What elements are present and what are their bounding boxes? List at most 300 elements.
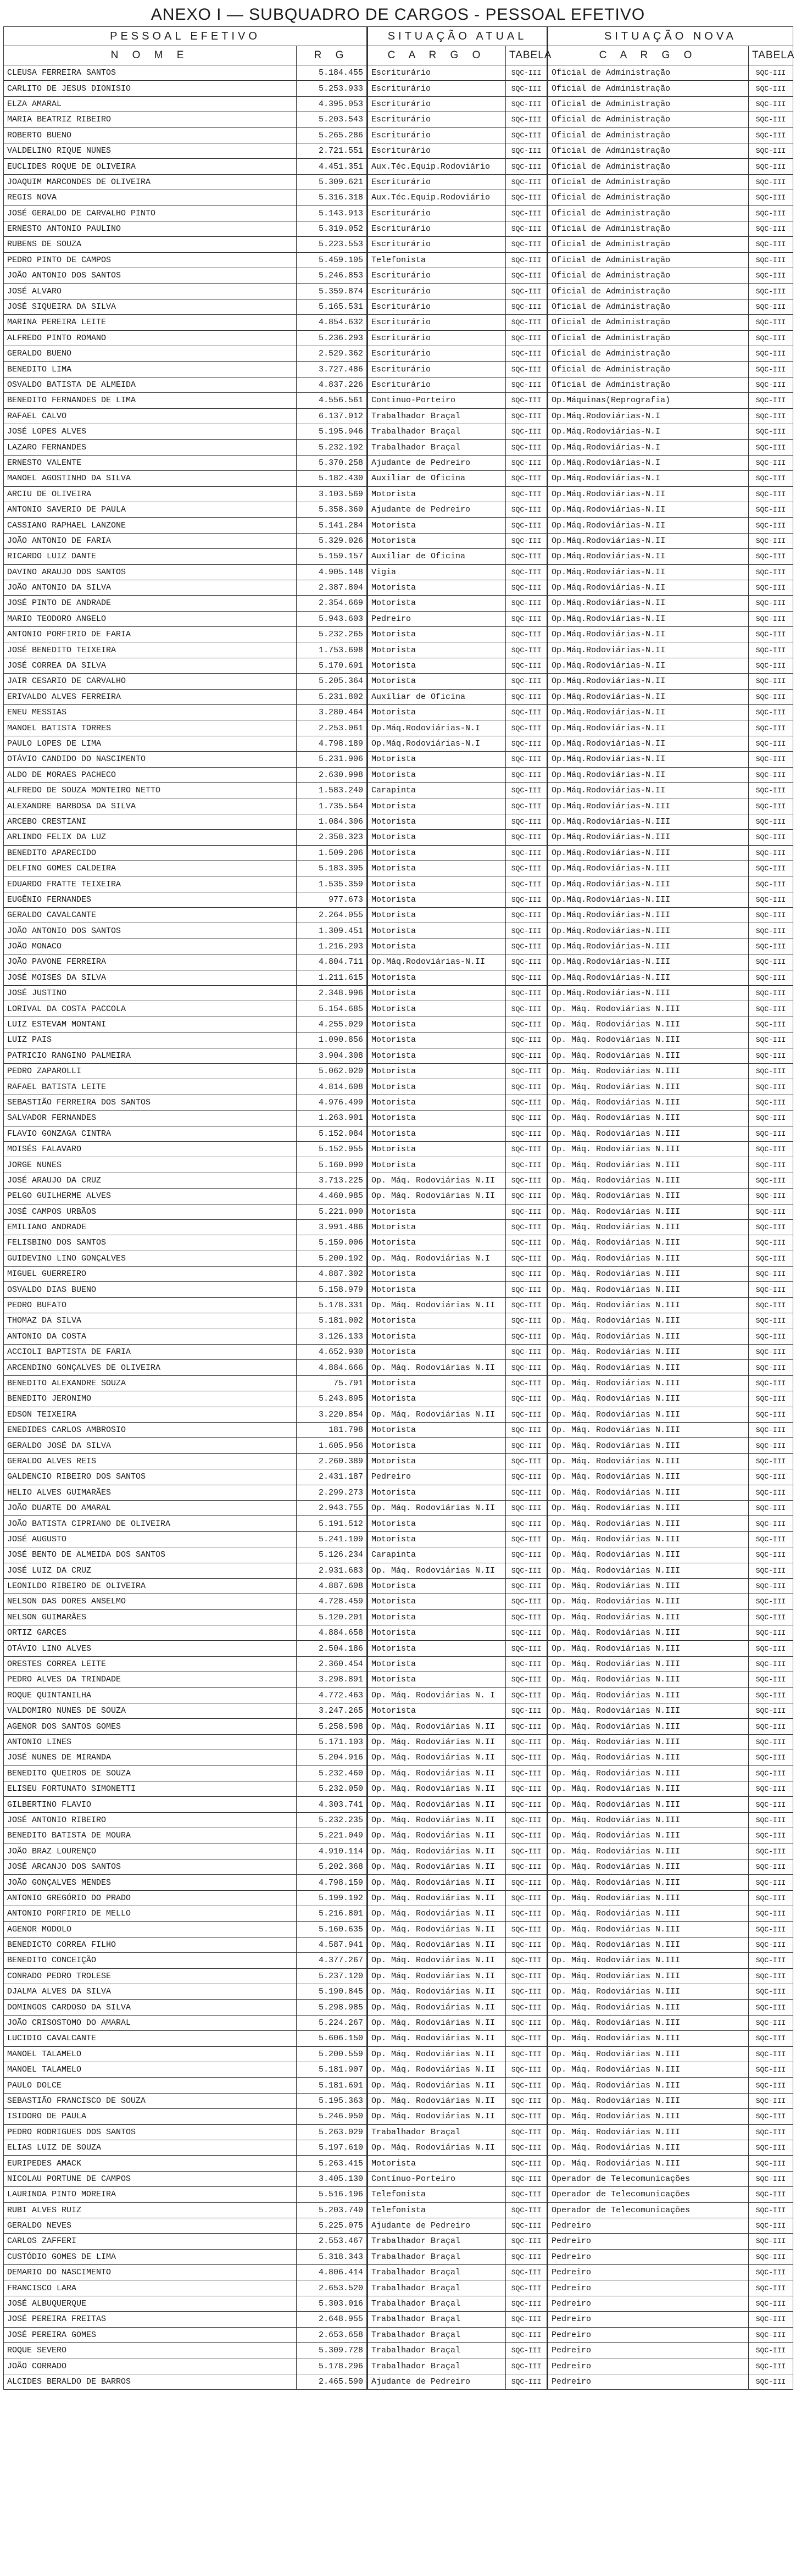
cell-tabela-nova: SQC-III	[749, 2312, 793, 2327]
cell-nome: REGIS NOVA	[4, 190, 297, 206]
cell-rg: 5.258.598	[297, 1719, 368, 1734]
table-row	[4, 689, 793, 704]
cell-tabela-atual: SQC-III	[506, 1095, 548, 1110]
table-row	[4, 1375, 793, 1391]
cell-cargo-atual: Motorista	[368, 814, 506, 829]
cell-tabela-nova: SQC-III	[749, 2093, 793, 2108]
cell-tabela-atual: SQC-III	[506, 237, 548, 252]
table-row	[4, 1578, 793, 1594]
cell-cargo-atual: Motorista	[368, 767, 506, 782]
table-row	[4, 1313, 793, 1329]
cell-tabela-nova: SQC-III	[749, 627, 793, 642]
table-row	[4, 2156, 793, 2171]
cell-rg: 4.772.463	[297, 1687, 368, 1703]
cell-tabela-nova: SQC-III	[749, 1251, 793, 1266]
cell-rg: 5.216.801	[297, 1906, 368, 1922]
cell-cargo-nova: Op. Máq. Rodoviárias N.III	[548, 1375, 749, 1391]
table-row	[4, 2327, 793, 2342]
cell-tabela-atual: SQC-III	[506, 1500, 548, 1515]
cell-nome: BENEDITO CONCEIÇÃO	[4, 1953, 297, 1968]
cell-rg: 2.931.683	[297, 1563, 368, 1578]
cell-rg: 5.158.979	[297, 1282, 368, 1297]
table-row	[4, 1345, 793, 1360]
cell-rg: 4.887.302	[297, 1267, 368, 1282]
cell-rg: 2.529.362	[297, 346, 368, 362]
cell-tabela-nova: SQC-III	[749, 2156, 793, 2171]
cell-cargo-nova: Op. Máq. Rodoviárias N.III	[548, 2046, 749, 2062]
cell-cargo-atual: Escriturário	[368, 174, 506, 190]
cell-tabela-atual: SQC-III	[506, 1906, 548, 1922]
table-row	[4, 174, 793, 190]
cell-cargo-nova: Op.Máquinas(Reprografia)	[548, 393, 749, 408]
cell-cargo-nova: Op.Máq.Rodoviárias-N.II	[548, 564, 749, 580]
cell-rg: 5.191.512	[297, 1516, 368, 1531]
cell-tabela-atual: SQC-III	[506, 2046, 548, 2062]
cell-tabela-nova: SQC-III	[749, 1766, 793, 1781]
cell-rg: 5.203.543	[297, 112, 368, 127]
cell-nome: JOÃO MONACO	[4, 939, 297, 954]
cell-tabela-nova: SQC-III	[749, 2218, 793, 2233]
cell-cargo-atual: Motorista	[368, 518, 506, 533]
cell-tabela-nova: SQC-III	[749, 252, 793, 268]
cell-tabela-nova: SQC-III	[749, 923, 793, 939]
cell-tabela-atual: SQC-III	[506, 1360, 548, 1375]
table-row	[4, 424, 793, 439]
cell-cargo-atual: Carapinta	[368, 1547, 506, 1563]
cell-tabela-atual: SQC-III	[506, 1235, 548, 1251]
cell-rg: 5.154.685	[297, 1001, 368, 1017]
cell-tabela-nova: SQC-III	[749, 1547, 793, 1563]
table-row	[4, 2249, 793, 2264]
cell-cargo-atual: Escriturário	[368, 112, 506, 127]
cell-tabela-nova: SQC-III	[749, 471, 793, 486]
cell-rg: 5.141.284	[297, 518, 368, 533]
cell-cargo-nova: Op. Máq. Rodoviárias N.III	[548, 1485, 749, 1500]
cell-cargo-atual: Telefonista	[368, 2202, 506, 2218]
cell-cargo-atual: Op. Máq. Rodoviárias N.II	[368, 1734, 506, 1750]
cell-tabela-atual: SQC-III	[506, 424, 548, 439]
cell-tabela-atual: SQC-III	[506, 440, 548, 455]
cell-rg: 2.253.061	[297, 720, 368, 736]
cell-tabela-nova: SQC-III	[749, 440, 793, 455]
cell-cargo-nova: Op.Máq.Rodoviárias-N.II	[548, 689, 749, 704]
cell-tabela-nova: SQC-III	[749, 143, 793, 158]
table-row	[4, 2312, 793, 2327]
table-row	[4, 1235, 793, 1251]
table-row	[4, 206, 793, 221]
cell-tabela-nova: SQC-III	[749, 1032, 793, 1048]
cell-cargo-atual: Escriturário	[368, 377, 506, 392]
cell-tabela-atual: SQC-III	[506, 377, 548, 392]
cell-nome: THOMAZ DA SILVA	[4, 1313, 297, 1329]
cell-rg: 5.159.006	[297, 1235, 368, 1251]
table-row	[4, 1001, 793, 1017]
cell-rg: 977.673	[297, 892, 368, 907]
table-row	[4, 2124, 793, 2140]
cell-nome: JOSÉ LUIZ DA CRUZ	[4, 1563, 297, 1578]
cell-rg: 4.806.414	[297, 2265, 368, 2280]
table-row	[4, 2358, 793, 2374]
table-row	[4, 2234, 793, 2249]
cell-cargo-nova: Op. Máq. Rodoviárias N.III	[548, 2000, 749, 2015]
cell-nome: OSVALDO DIAS BUENO	[4, 1282, 297, 1297]
cell-tabela-atual: SQC-III	[506, 1516, 548, 1531]
cell-tabela-atual: SQC-III	[506, 564, 548, 580]
cell-cargo-atual: Motorista	[368, 970, 506, 985]
cell-nome: PATRICIO RANGINO PALMEIRA	[4, 1048, 297, 1063]
table-row	[4, 1189, 793, 1204]
table-row	[4, 2109, 793, 2124]
cell-tabela-nova: SQC-III	[749, 1672, 793, 1687]
table-row	[4, 393, 793, 408]
cell-nome: OTÁVIO LINO ALVES	[4, 1641, 297, 1656]
cell-rg: 3.713.225	[297, 1173, 368, 1188]
cell-nome: JOSÉ CORREA DA SILVA	[4, 658, 297, 673]
cell-rg: 1.753.698	[297, 642, 368, 658]
cell-nome: JOÃO CRISOSTOMO DO AMARAL	[4, 2015, 297, 2030]
cell-tabela-atual: SQC-III	[506, 2171, 548, 2186]
cell-rg: 5.265.286	[297, 127, 368, 143]
cell-nome: ARCEBO CRESTIANI	[4, 814, 297, 829]
table-row	[4, 705, 793, 720]
cell-tabela-atual: SQC-III	[506, 2358, 548, 2374]
cell-tabela-atual: SQC-III	[506, 2249, 548, 2264]
cell-nome: JOSÉ LOPES ALVES	[4, 424, 297, 439]
cell-cargo-atual: Trabalhador Braçal	[368, 2327, 506, 2342]
cell-cargo-nova: Oficial de Administração	[548, 221, 749, 236]
cell-tabela-nova: SQC-III	[749, 549, 793, 564]
cell-cargo-nova: Op.Máq.Rodoviárias-N.II	[548, 767, 749, 782]
cell-nome: JOSÉ GERALDO DE CARVALHO PINTO	[4, 206, 297, 221]
cell-nome: LAURINDA PINTO MOREIRA	[4, 2187, 297, 2202]
cell-cargo-atual: Motorista	[368, 860, 506, 876]
cell-tabela-nova: SQC-III	[749, 1750, 793, 1766]
cell-nome: PEDRO PINTO DE CAMPOS	[4, 252, 297, 268]
cell-cargo-atual: Escriturário	[368, 143, 506, 158]
cell-tabela-atual: SQC-III	[506, 580, 548, 595]
table-row	[4, 471, 793, 486]
cell-tabela-nova: SQC-III	[749, 112, 793, 127]
cell-cargo-nova: Oficial de Administração	[548, 315, 749, 330]
cell-nome: BENEDITO QUEIROS DE SOUZA	[4, 1766, 297, 1781]
cell-rg: 3.904.308	[297, 1048, 368, 1063]
table-row	[4, 96, 793, 112]
cell-rg: 5.062.020	[297, 1064, 368, 1079]
cell-tabela-nova: SQC-III	[749, 1875, 793, 1890]
cell-tabela-atual: SQC-III	[506, 1297, 548, 1313]
cell-rg: 4.303.741	[297, 1797, 368, 1812]
cell-cargo-nova: Op. Máq. Rodoviárias N.III	[548, 2078, 749, 2093]
header-situacao-nova: SITUAÇÃO NOVA	[548, 27, 793, 46]
cell-rg: 3.103.569	[297, 486, 368, 502]
table-row	[4, 1547, 793, 1563]
cell-cargo-atual: Escriturário	[368, 330, 506, 346]
cell-cargo-atual: Op. Máq. Rodoviárias N.II	[368, 1360, 506, 1375]
table-row	[4, 190, 793, 206]
cell-tabela-atual: SQC-III	[506, 2280, 548, 2296]
cell-cargo-nova: Oficial de Administração	[548, 330, 749, 346]
cell-tabela-atual: SQC-III	[506, 1267, 548, 1282]
cell-tabela-atual: SQC-III	[506, 1734, 548, 1750]
cell-rg: 2.553.467	[297, 2234, 368, 2249]
cell-cargo-nova: Oficial de Administração	[548, 159, 749, 174]
cell-tabela-nova: SQC-III	[749, 1703, 793, 1719]
cell-nome: ALFREDO DE SOUZA MONTEIRO NETTO	[4, 782, 297, 798]
cell-tabela-atual: SQC-III	[506, 1422, 548, 1437]
cell-tabela-nova: SQC-III	[749, 1313, 793, 1329]
cell-cargo-nova: Oficial de Administração	[548, 377, 749, 392]
cell-tabela-atual: SQC-III	[506, 1329, 548, 1344]
cell-cargo-nova: Op.Máq.Rodoviárias-N.II	[548, 580, 749, 595]
cell-cargo-nova: Op. Máq. Rodoviárias N.III	[548, 1844, 749, 1859]
table-row	[4, 1329, 793, 1344]
cell-rg: 5.329.026	[297, 533, 368, 548]
cell-tabela-atual: SQC-III	[506, 2109, 548, 2124]
cell-nome: ANTONIO PORFIRIO DE FARIA	[4, 627, 297, 642]
cell-cargo-nova: Op. Máq. Rodoviárias N.III	[548, 1594, 749, 1609]
cell-tabela-atual: SQC-III	[506, 970, 548, 985]
cell-rg: 3.991.486	[297, 1219, 368, 1235]
cell-cargo-atual: Motorista	[368, 2156, 506, 2171]
cell-rg: 1.535.359	[297, 876, 368, 892]
cell-cargo-atual: Ajudante de Pedreiro	[368, 455, 506, 470]
cell-nome: ELIAS LUIZ DE SOUZA	[4, 2140, 297, 2155]
cell-nome: ORTIZ GARCES	[4, 1625, 297, 1641]
table-row	[4, 736, 793, 751]
cell-tabela-nova: SQC-III	[749, 330, 793, 346]
header-tabela-nova: TABELA	[749, 46, 793, 65]
cell-rg: 3.727.486	[297, 362, 368, 377]
cell-cargo-atual: Trabalhador Braçal	[368, 2280, 506, 2296]
cell-rg: 1.211.615	[297, 970, 368, 985]
cell-cargo-nova: Op.Máq.Rodoviárias-N.I	[548, 424, 749, 439]
cell-rg: 5.246.853	[297, 268, 368, 284]
cell-cargo-nova: Pedreiro	[548, 2358, 749, 2374]
cell-cargo-nova: Op. Máq. Rodoviárias N.III	[548, 1953, 749, 1968]
cell-tabela-atual: SQC-III	[506, 752, 548, 767]
cell-cargo-atual: Motorista	[368, 1375, 506, 1391]
table-row	[4, 127, 793, 143]
cell-nome: JOSÉ ALBUQUERQUE	[4, 2296, 297, 2311]
cell-cargo-nova: Op.Máq.Rodoviárias-N.II	[548, 705, 749, 720]
cell-nome: GERALDO BUENO	[4, 346, 297, 362]
cell-cargo-atual: Trabalhador Braçal	[368, 408, 506, 424]
cell-tabela-nova: SQC-III	[749, 206, 793, 221]
table-row	[4, 1859, 793, 1874]
cell-rg: 5.943.603	[297, 611, 368, 626]
cell-cargo-nova: Op. Máq. Rodoviárias N.III	[548, 1001, 749, 1017]
table-row	[4, 252, 793, 268]
cell-tabela-atual: SQC-III	[506, 705, 548, 720]
cell-tabela-nova: SQC-III	[749, 502, 793, 517]
cell-cargo-nova: Op. Máq. Rodoviárias N.III	[548, 1797, 749, 1812]
cell-cargo-nova: Op.Máq.Rodoviárias-N.II	[548, 596, 749, 611]
cell-cargo-atual: Motorista	[368, 642, 506, 658]
cell-tabela-nova: SQC-III	[749, 1360, 793, 1375]
cell-tabela-atual: SQC-III	[506, 1797, 548, 1812]
cell-tabela-nova: SQC-III	[749, 1500, 793, 1515]
cell-tabela-atual: SQC-III	[506, 174, 548, 190]
cell-tabela-atual: SQC-III	[506, 471, 548, 486]
table-row	[4, 2343, 793, 2358]
cell-cargo-nova: Op. Máq. Rodoviárias N.III	[548, 1453, 749, 1469]
cell-rg: 5.199.192	[297, 1890, 368, 1906]
cell-tabela-nova: SQC-III	[749, 860, 793, 876]
cell-tabela-atual: SQC-III	[506, 1687, 548, 1703]
cell-tabela-atual: SQC-III	[506, 2312, 548, 2327]
table-row	[4, 1251, 793, 1266]
cell-cargo-atual: Op. Máq. Rodoviárias N.II	[368, 1500, 506, 1515]
cell-tabela-atual: SQC-III	[506, 1017, 548, 1032]
cell-cargo-atual: Op. Máq. Rodoviárias N.II	[368, 1750, 506, 1766]
cell-cargo-atual: Op.Máq.Rodoviárias-N.II	[368, 954, 506, 970]
table-row	[4, 1422, 793, 1437]
cell-tabela-nova: SQC-III	[749, 455, 793, 470]
cell-nome: FRANCISCO LARA	[4, 2280, 297, 2296]
table-row	[4, 1703, 793, 1719]
cell-cargo-atual: Escriturário	[368, 81, 506, 96]
cell-tabela-nova: SQC-III	[749, 1531, 793, 1547]
cell-cargo-nova: Operador de Telecomunicações	[548, 2202, 749, 2218]
cell-cargo-nova: Op. Máq. Rodoviárias N.III	[548, 1173, 749, 1188]
cell-cargo-atual: Motorista	[368, 705, 506, 720]
cell-rg: 5.160.635	[297, 1922, 368, 1937]
cell-cargo-nova: Pedreiro	[548, 2249, 749, 2264]
cell-rg: 2.358.323	[297, 830, 368, 845]
cell-cargo-nova: Op. Máq. Rodoviárias N.III	[548, 1235, 749, 1251]
cell-tabela-atual: SQC-III	[506, 1953, 548, 1968]
table-row	[4, 1048, 793, 1063]
cell-nome: CARLOS ZAFFERI	[4, 2234, 297, 2249]
cell-tabela-nova: SQC-III	[749, 2015, 793, 2030]
table-row	[4, 1282, 793, 1297]
table-row	[4, 720, 793, 736]
cell-tabela-atual: SQC-III	[506, 1875, 548, 1890]
cell-tabela-atual: SQC-III	[506, 1219, 548, 1235]
cell-tabela-atual: SQC-III	[506, 1345, 548, 1360]
cell-nome: JOSÉ SIQUEIRA DA SILVA	[4, 299, 297, 314]
cell-tabela-atual: SQC-III	[506, 767, 548, 782]
cell-cargo-nova: Op.Máq.Rodoviárias-N.III	[548, 986, 749, 1001]
cell-nome: ROBERTO BUENO	[4, 127, 297, 143]
cell-tabela-atual: SQC-III	[506, 143, 548, 158]
table-row	[4, 830, 793, 845]
cell-tabela-nova: SQC-III	[749, 2124, 793, 2140]
cell-cargo-atual: Motorista	[368, 1609, 506, 1625]
cell-tabela-nova: SQC-III	[749, 174, 793, 190]
cell-nome: GERALDO ALVES REIS	[4, 1453, 297, 1469]
cell-cargo-nova: Op. Máq. Rodoviárias N.III	[548, 1922, 749, 1937]
cell-tabela-nova: SQC-III	[749, 1656, 793, 1672]
cell-tabela-atual: SQC-III	[506, 1703, 548, 1719]
cell-tabela-atual: SQC-III	[506, 892, 548, 907]
cell-tabela-nova: SQC-III	[749, 2187, 793, 2202]
cell-tabela-nova: SQC-III	[749, 1641, 793, 1656]
cell-nome: JOSÉ BENEDITO TEIXEIRA	[4, 642, 297, 658]
cell-tabela-nova: SQC-III	[749, 2140, 793, 2155]
cell-nome: BENEDITO BATISTA DE MOURA	[4, 1828, 297, 1844]
header-pessoal-efetivo: PESSOAL EFETIVO	[4, 27, 368, 46]
table-row	[4, 2202, 793, 2218]
cell-tabela-nova: SQC-III	[749, 2202, 793, 2218]
cell-cargo-nova: Op.Máq.Rodoviárias-N.II	[548, 611, 749, 626]
cell-tabela-nova: SQC-III	[749, 1469, 793, 1485]
cell-nome: ARLINDO FELIX DA LUZ	[4, 830, 297, 845]
cell-nome: PAULO LOPES DE LIMA	[4, 736, 297, 751]
cell-rg: 5.200.559	[297, 2046, 368, 2062]
cell-tabela-nova: SQC-III	[749, 564, 793, 580]
cell-cargo-nova: Op. Máq. Rodoviárias N.III	[548, 1906, 749, 1922]
personnel-table	[3, 26, 793, 2390]
table-row	[4, 1812, 793, 1828]
cell-cargo-atual: Motorista	[368, 1017, 506, 1032]
cell-rg: 5.171.103	[297, 1734, 368, 1750]
cell-cargo-nova: Oficial de Administração	[548, 143, 749, 158]
cell-nome: MARIA BEATRIZ RIBEIRO	[4, 112, 297, 127]
cell-nome: GERALDO NEVES	[4, 2218, 297, 2233]
cell-tabela-atual: SQC-III	[506, 1641, 548, 1656]
table-row	[4, 1516, 793, 1531]
cell-tabela-atual: SQC-III	[506, 96, 548, 112]
table-row	[4, 159, 793, 174]
table-row	[4, 1095, 793, 1110]
cell-cargo-atual: Op. Máq. Rodoviárias N.II	[368, 2078, 506, 2093]
cell-rg: 2.653.520	[297, 2280, 368, 2296]
cell-tabela-atual: SQC-III	[506, 1032, 548, 1048]
cell-tabela-nova: SQC-III	[749, 658, 793, 673]
cell-nome: JOSÉ PINTO DE ANDRADE	[4, 596, 297, 611]
cell-tabela-nova: SQC-III	[749, 736, 793, 751]
cell-cargo-atual: Motorista	[368, 1453, 506, 1469]
cell-nome: RAFAEL BATISTA LEITE	[4, 1079, 297, 1095]
cell-cargo-atual: Motorista	[368, 1064, 506, 1079]
cell-cargo-atual: Trabalhador Braçal	[368, 2234, 506, 2249]
cell-tabela-nova: SQC-III	[749, 1064, 793, 1079]
table-row	[4, 1111, 793, 1126]
cell-cargo-nova: Op. Máq. Rodoviárias N.III	[548, 1859, 749, 1874]
cell-nome: ANTONIO SAVERIO DE PAULA	[4, 502, 297, 517]
cell-tabela-nova: SQC-III	[749, 2280, 793, 2296]
cell-cargo-atual: Motorista	[368, 1204, 506, 1219]
cell-cargo-nova: Op. Máq. Rodoviárias N.III	[548, 1111, 749, 1126]
cell-tabela-atual: SQC-III	[506, 1859, 548, 1874]
cell-nome: JOSÉ MOISES DA SILVA	[4, 970, 297, 985]
table-row	[4, 986, 793, 1001]
header-cargo-nova: C A R G O	[548, 46, 749, 65]
table-row	[4, 1500, 793, 1515]
table-row	[4, 798, 793, 814]
cell-tabela-nova: SQC-III	[749, 908, 793, 923]
cell-rg: 5.221.090	[297, 1204, 368, 1219]
cell-rg: 4.587.941	[297, 1937, 368, 1952]
cell-cargo-nova: Op.Máq.Rodoviárias-N.III	[548, 830, 749, 845]
cell-tabela-nova: SQC-III	[749, 580, 793, 595]
cell-nome: ACCIOLI BAPTISTA DE FARIA	[4, 1345, 297, 1360]
cell-tabela-nova: SQC-III	[749, 1812, 793, 1828]
cell-tabela-nova: SQC-III	[749, 2171, 793, 2186]
cell-cargo-atual: Motorista	[368, 939, 506, 954]
cell-cargo-atual: Motorista	[368, 1048, 506, 1063]
cell-nome: ERNESTO VALENTE	[4, 455, 297, 470]
cell-rg: 5.232.235	[297, 1812, 368, 1828]
cell-cargo-atual: Motorista	[368, 580, 506, 595]
cell-nome: CARLITO DE JESUS DIONISIO	[4, 81, 297, 96]
cell-rg: 5.246.950	[297, 2109, 368, 2124]
cell-tabela-atual: SQC-III	[506, 252, 548, 268]
cell-nome: ANTONIO LINES	[4, 1734, 297, 1750]
cell-tabela-nova: SQC-III	[749, 970, 793, 985]
cell-tabela-atual: SQC-III	[506, 658, 548, 673]
